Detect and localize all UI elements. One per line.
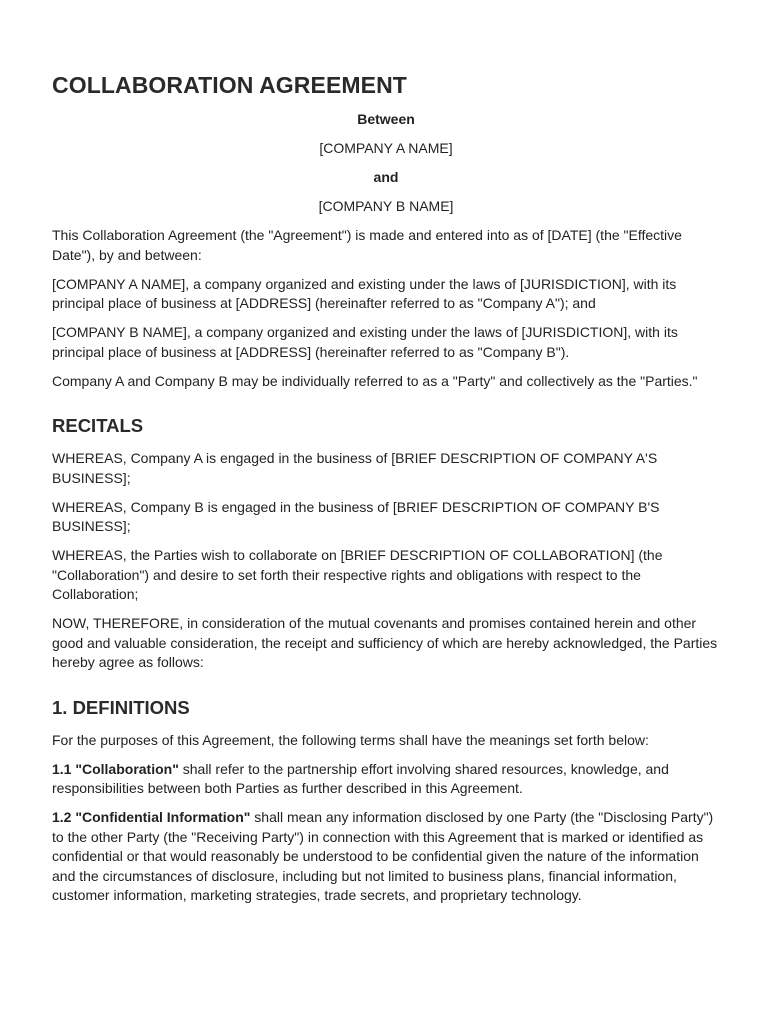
definition-text: shall refer to the partnership effort involving shared resources, knowledge, and responsibilities between both Parties as further described in this Agreement. <box>52 760 669 796</box>
definition-term: 1.1 "Collaboration" <box>52 760 179 777</box>
definition-item-collaboration <box>52 760 720 799</box>
party-b-paragraph: [COMPANY B NAME], a company organized and existing under the laws of [JURISDICTION], with its principal place of business at [ADDRESS] (hereinafter referred to as "Company B"). <box>52 324 678 360</box>
definition-text: shall mean any information disclosed by one Party (the "Disclosing Party") to the other Party (the "Receiving Party") in connection with this Agreement that is marked or identified as confidential or that would reasonably be understood to be confidential given the nature of the information and the circumstances of disclosure, including but not limited to business plans, financial information, customer information, marketing strategies, trade secrets, and proprietary technology. <box>52 809 714 903</box>
recital-paragraph: WHEREAS, the Parties wish to collaborate on [BRIEF DESCRIPTION OF COLLABORATION] (the "Collaboration") and desire to set forth their respective rights and obligations with respect to the Collaboration; <box>52 547 663 602</box>
recital-paragraph: WHEREAS, Company B is engaged in the business of [BRIEF DESCRIPTION OF COMPANY B'S BUSINESS]; <box>52 498 660 534</box>
recitals-heading: RECITALS <box>52 415 144 436</box>
between-label: Between <box>357 111 415 127</box>
definition-term: 1.2 "Confidential Information" <box>52 809 251 825</box>
party-a-paragraph: [COMPANY A NAME], a company organized and existing under the laws of [JURISDICTION], with its principal place of business at [ADDRESS] (hereinafter referred to as "Company A"); and <box>52 275 677 311</box>
definitions-heading: 1. DEFINITIONS <box>52 696 190 718</box>
document-title: COLLABORATION AGREEMENT <box>52 72 407 98</box>
recital-paragraph: NOW, THEREFORE, in consideration of the mutual covenants and promises contained herein and other good and valuable consideration, the receipt and sufficiency of which are hereby acknowledged, the Parties hereby agree as follows: <box>52 615 718 670</box>
definition-item-confidential-information <box>52 808 720 906</box>
definitions-intro: For the purposes of this Agreement, the following terms shall have the meanings set forth below: <box>52 731 649 748</box>
party-a-placeholder: [COMPANY A NAME] <box>319 140 453 156</box>
document-page <box>52 70 720 915</box>
recital-paragraph: WHEREAS, Company A is engaged in the business of [BRIEF DESCRIPTION OF COMPANY A'S BUSINESS]; <box>52 450 658 486</box>
intro-paragraph: This Collaboration Agreement (the "Agreement") is made and entered into as of [DATE] (the "Effective Date"), by and between: <box>52 227 682 263</box>
parties-definition-paragraph: Company A and Company B may be individually referred to as a "Party" and collectively as the "Parties." <box>52 372 698 389</box>
party-b-placeholder: [COMPANY B NAME] <box>318 198 454 214</box>
and-label: and <box>373 169 399 185</box>
